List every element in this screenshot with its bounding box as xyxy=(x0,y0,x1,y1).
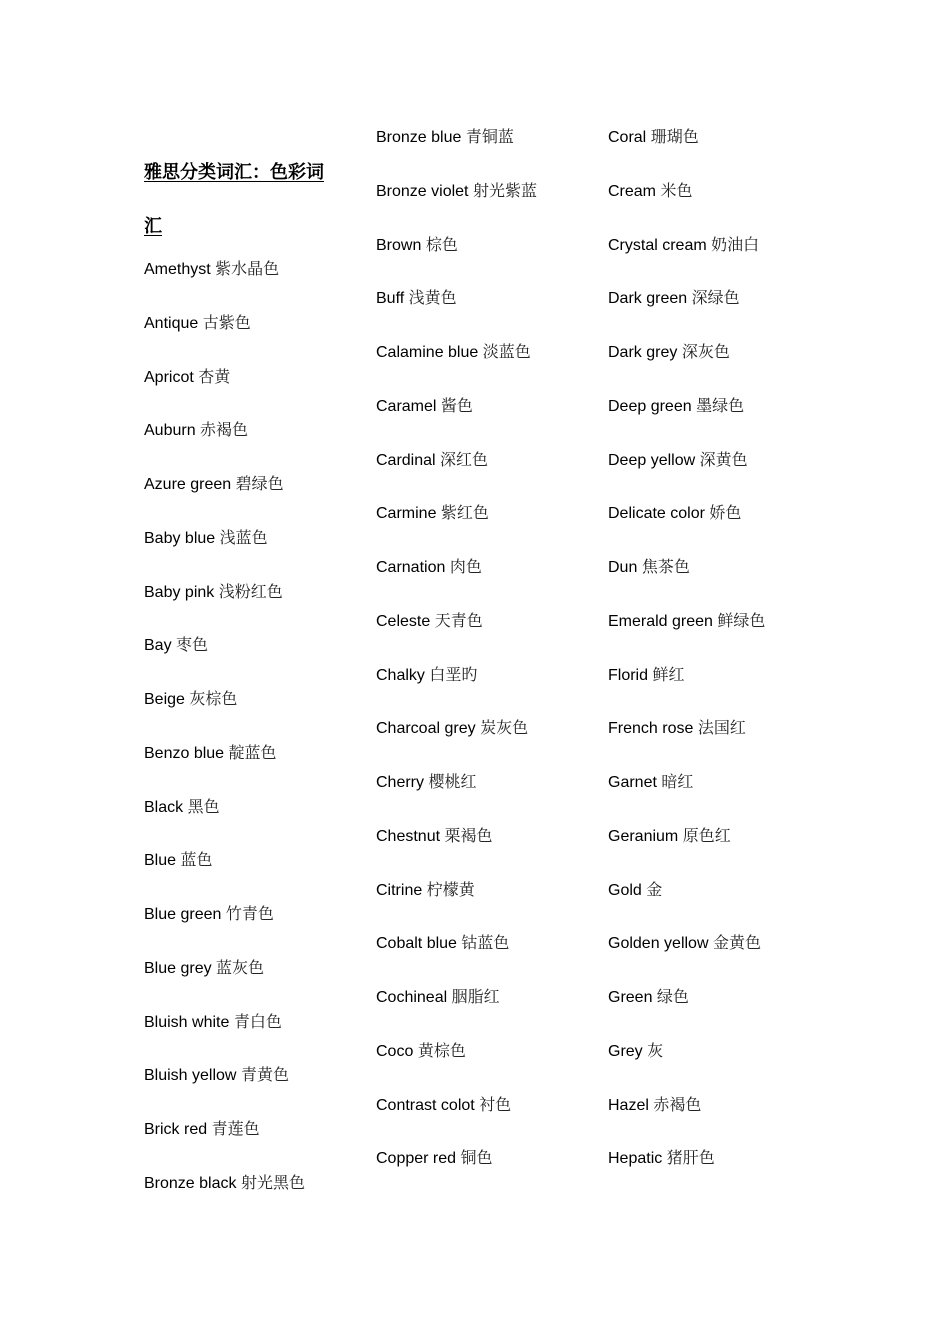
chinese-term: 浅粉红色 xyxy=(218,581,283,601)
english-term: Azure green xyxy=(144,476,232,493)
vocab-entry xyxy=(608,933,761,954)
vocab-entry xyxy=(144,582,283,603)
chinese-term: 射光黑色 xyxy=(240,1172,305,1192)
chinese-term: 炭灰色 xyxy=(480,718,529,738)
english-term: Bluish yellow xyxy=(144,1067,237,1085)
english-term: Blue xyxy=(144,852,177,870)
chinese-term: 黑色 xyxy=(187,796,220,816)
chinese-term: 墨绿色 xyxy=(696,395,745,415)
vocab-entry xyxy=(144,958,264,979)
vocab-entry xyxy=(608,826,731,847)
vocab-entry xyxy=(608,235,759,256)
chinese-term: 竹青色 xyxy=(225,904,274,923)
chinese-term: 白垩旳 xyxy=(429,664,478,684)
vocab-entry xyxy=(608,288,740,309)
chinese-term: 深黄色 xyxy=(699,449,748,469)
chinese-term: 米色 xyxy=(660,180,693,200)
english-term: Citrine xyxy=(376,881,423,899)
english-term: Golden yellow xyxy=(608,935,709,953)
english-term: Florid xyxy=(608,666,649,684)
vocab-entry xyxy=(376,987,500,1008)
chinese-term: 蓝色 xyxy=(180,850,213,870)
vocab-entry xyxy=(376,557,482,578)
vocab-entry xyxy=(608,1041,663,1062)
vocab-entry xyxy=(608,127,699,148)
vocab-entry xyxy=(376,450,488,471)
chinese-term: 青黄色 xyxy=(240,1065,289,1085)
english-term: Beige xyxy=(144,691,185,708)
english-term: Cobalt blue xyxy=(376,935,457,953)
chinese-term: 鲜绿色 xyxy=(717,610,766,630)
english-term: Calamine blue xyxy=(376,344,479,361)
english-term: Deep yellow xyxy=(608,451,696,469)
english-term: Antique xyxy=(144,314,199,332)
chinese-term: 鲜红 xyxy=(652,664,685,684)
chinese-term: 法国红 xyxy=(697,718,746,738)
vocab-entry xyxy=(144,635,208,656)
english-term: Apricot xyxy=(144,368,194,386)
chinese-term: 灰 xyxy=(647,1040,664,1060)
vocab-entry xyxy=(608,718,746,739)
page-title xyxy=(144,146,349,254)
vocab-entry xyxy=(608,1095,701,1116)
chinese-term: 枣色 xyxy=(176,635,209,655)
vocab-entry xyxy=(608,1148,715,1169)
english-term: Bluish white xyxy=(144,1013,230,1031)
chinese-term: 浅蓝色 xyxy=(219,527,268,547)
english-term: Green xyxy=(608,989,653,1006)
vocab-entry xyxy=(376,127,514,148)
english-term: Cream xyxy=(608,182,657,200)
chinese-term: 碧绿色 xyxy=(235,474,284,493)
english-term: Geranium xyxy=(608,827,679,845)
english-term: Carnation xyxy=(376,559,446,576)
chinese-term: 青莲色 xyxy=(211,1119,260,1138)
vocab-entry xyxy=(608,342,730,363)
chinese-term: 古紫色 xyxy=(202,312,251,332)
vocab-entry xyxy=(608,665,684,686)
chinese-term: 酱色 xyxy=(440,395,473,415)
chinese-term: 金黄色 xyxy=(712,933,761,953)
chinese-term: 棕色 xyxy=(425,234,458,254)
english-term: Celeste xyxy=(376,612,431,630)
chinese-term: 赤褐色 xyxy=(653,1094,702,1114)
vocab-entry xyxy=(376,342,531,363)
english-term: Baby pink xyxy=(144,583,215,601)
chinese-term: 绿色 xyxy=(656,987,689,1006)
english-term: Charcoal grey xyxy=(376,720,476,738)
vocab-entry xyxy=(144,850,213,871)
chinese-term: 娇色 xyxy=(709,503,742,523)
english-term: Hepatic xyxy=(608,1150,663,1168)
vocab-entry xyxy=(144,1173,305,1194)
vocab-entry xyxy=(144,1012,282,1033)
chinese-term: 紫水晶色 xyxy=(215,259,280,278)
vocab-entry xyxy=(376,1095,511,1116)
vocab-entry xyxy=(608,987,689,1008)
chinese-term: 奶油白 xyxy=(711,234,760,254)
chinese-term: 紫红色 xyxy=(440,503,489,523)
vocab-entry xyxy=(376,933,509,954)
vocab-entry xyxy=(608,772,693,793)
english-term: Gold xyxy=(608,881,642,899)
vocab-entry xyxy=(144,743,277,764)
chinese-term: 原色红 xyxy=(682,825,731,845)
vocab-entry xyxy=(144,420,248,441)
chinese-term: 焦茶色 xyxy=(641,557,690,576)
english-term: Delicate color xyxy=(608,505,705,523)
vocab-entry xyxy=(144,259,279,280)
vocab-entry xyxy=(608,611,765,632)
english-term: Auburn xyxy=(144,422,196,440)
english-term: Hazel xyxy=(608,1096,649,1114)
vocab-entry xyxy=(144,689,237,710)
english-term: Cherry xyxy=(376,774,425,791)
english-term: Blue grey xyxy=(144,959,212,977)
vocab-entry xyxy=(376,503,489,524)
vocab-entry xyxy=(376,718,528,739)
chinese-term: 胭脂红 xyxy=(451,987,500,1006)
english-term: Dun xyxy=(608,559,638,576)
chinese-term: 珊瑚色 xyxy=(650,127,699,146)
english-term: Blue green xyxy=(144,906,222,923)
vocab-entry xyxy=(376,1041,466,1062)
english-term: Brick red xyxy=(144,1121,208,1138)
english-term: Garnet xyxy=(608,774,657,791)
english-term: Crystal cream xyxy=(608,236,707,254)
chinese-term: 深绿色 xyxy=(691,288,740,308)
vocab-entry xyxy=(376,880,475,901)
vocab-entry xyxy=(376,181,537,202)
vocab-entry xyxy=(376,288,457,309)
vocab-entry xyxy=(376,772,476,793)
chinese-term: 青铜蓝 xyxy=(465,127,514,146)
vocab-entry xyxy=(376,665,477,686)
chinese-term: 深红色 xyxy=(440,449,489,469)
vocab-entry xyxy=(608,557,690,578)
chinese-term: 蓝灰色 xyxy=(216,957,265,977)
chinese-term: 浅黄色 xyxy=(408,288,457,308)
vocab-entry xyxy=(376,1148,493,1169)
english-term: Cardinal xyxy=(376,451,436,469)
vocab-entry xyxy=(608,396,744,417)
english-term: French rose xyxy=(608,720,694,738)
chinese-term: 天青色 xyxy=(434,610,483,630)
vocab-entry xyxy=(144,1065,289,1086)
english-term: Brown xyxy=(376,236,422,254)
chinese-term: 暗红 xyxy=(661,772,694,791)
vocab-entry xyxy=(144,1119,260,1140)
english-term: Copper red xyxy=(376,1150,457,1168)
vocab-entry xyxy=(608,880,662,901)
chinese-term: 樱桃红 xyxy=(428,772,477,791)
title-line-2: 汇 xyxy=(144,216,162,237)
english-term: Baby blue xyxy=(144,529,216,547)
vocab-entry xyxy=(376,396,473,417)
english-term: Black xyxy=(144,798,184,816)
chinese-term: 深灰色 xyxy=(681,342,730,361)
english-term: Bay xyxy=(144,637,172,655)
chinese-term: 射光紫蓝 xyxy=(472,180,537,200)
english-term: Coral xyxy=(608,129,647,146)
english-term: Cochineal xyxy=(376,989,448,1006)
chinese-term: 靛蓝色 xyxy=(228,742,277,762)
chinese-term: 淡蓝色 xyxy=(482,342,531,361)
vocab-entry xyxy=(144,904,274,925)
chinese-term: 柠檬黄 xyxy=(426,879,475,899)
english-term: Caramel xyxy=(376,397,437,415)
english-term: Bronze black xyxy=(144,1174,237,1192)
vocab-entry xyxy=(608,450,748,471)
english-term: Grey xyxy=(608,1042,643,1060)
chinese-term: 钴蓝色 xyxy=(461,933,510,953)
english-term: Chestnut xyxy=(376,827,441,845)
english-term: Contrast colot xyxy=(376,1096,475,1114)
english-term: Coco xyxy=(376,1042,414,1060)
english-term: Dark grey xyxy=(608,344,678,361)
vocab-entry xyxy=(144,474,284,495)
english-term: Bronze blue xyxy=(376,129,462,146)
chinese-term: 黄棕色 xyxy=(417,1040,466,1060)
title-line-1: 雅思分类词汇：色彩词 xyxy=(144,162,324,183)
chinese-term: 衬色 xyxy=(479,1094,512,1114)
chinese-term: 金 xyxy=(646,879,663,899)
english-term: Bronze violet xyxy=(376,182,469,200)
vocab-entry xyxy=(144,367,230,388)
chinese-term: 灰棕色 xyxy=(189,689,238,708)
english-term: Carmine xyxy=(376,505,437,523)
chinese-term: 铜色 xyxy=(460,1148,493,1168)
vocab-entry xyxy=(144,797,220,818)
english-term: Dark green xyxy=(608,290,688,308)
vocab-entry xyxy=(608,181,692,202)
chinese-term: 猪肝色 xyxy=(666,1148,715,1168)
english-term: Amethyst xyxy=(144,261,211,278)
chinese-term: 青白色 xyxy=(233,1011,282,1031)
vocab-entry xyxy=(376,611,483,632)
english-term: Buff xyxy=(376,290,405,308)
vocab-entry xyxy=(144,313,251,334)
chinese-term: 肉色 xyxy=(449,557,482,576)
vocab-entry xyxy=(144,528,268,549)
english-term: Chalky xyxy=(376,666,425,684)
vocab-entry xyxy=(376,235,458,256)
chinese-term: 赤褐色 xyxy=(200,420,249,440)
chinese-term: 栗褐色 xyxy=(444,825,493,845)
english-term: Benzo blue xyxy=(144,744,225,762)
vocab-entry xyxy=(608,503,741,524)
english-term: Emerald green xyxy=(608,612,713,630)
vocab-entry xyxy=(376,826,493,847)
chinese-term: 杏黄 xyxy=(198,366,231,386)
english-term: Deep green xyxy=(608,397,692,415)
